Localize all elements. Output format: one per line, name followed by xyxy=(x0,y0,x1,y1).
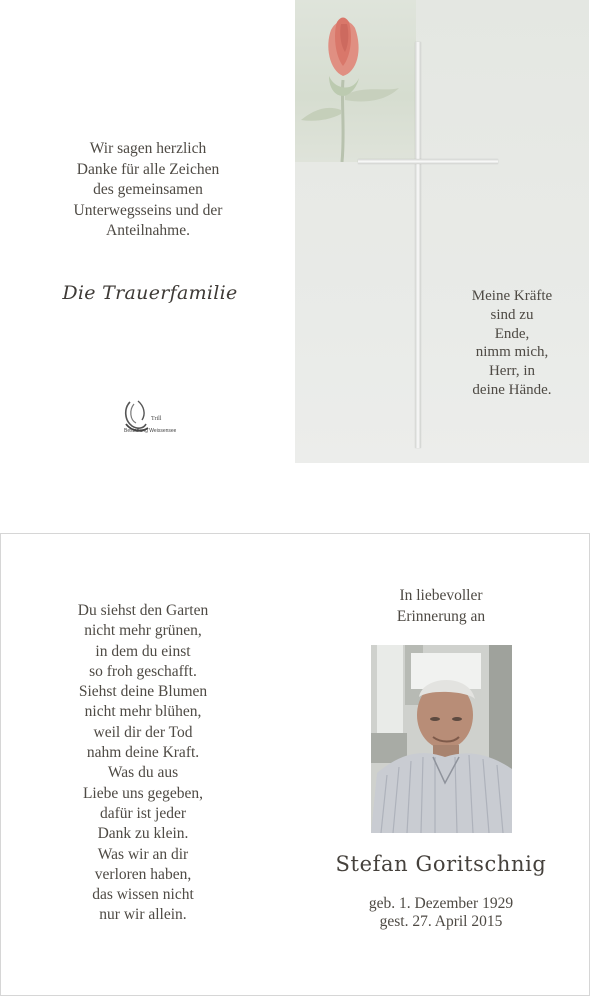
thank-you-card xyxy=(0,0,590,463)
deceased-portrait xyxy=(371,645,512,833)
poem-text: Du siehst den Garten nicht mehr grünen, in dem du einst so froh geschafft. Siehst deine Blumen nicht mehr blühen, weil dir der Tod nahm deine Kraft. Was du aus Liebe uns gegeben, dafür ist jeder Dank zu klein. Was wir an dir verloren haben, das wissen nicht nur wir allein. xyxy=(77,602,209,924)
birth-date: geb. 1. Dezember 1929 xyxy=(368,895,514,912)
signature: Die Trauerfamilie xyxy=(62,282,238,304)
cross-vertical-beam xyxy=(415,42,421,448)
death-date: gest. 27. April 2015 xyxy=(379,913,503,930)
svg-text:Bestattung Weissensee: Bestattung Weissensee xyxy=(124,428,176,434)
funeral-home-logo xyxy=(120,398,176,436)
deceased-name: Stefan Goritschnig xyxy=(335,852,547,876)
rose-cross-image xyxy=(295,0,589,463)
rose-photo xyxy=(295,0,416,162)
rose-icon xyxy=(295,0,416,162)
cross-horizontal-beam xyxy=(358,159,498,164)
verse-text: Meine Kräfte sind zu Ende, nimm mich, Herr, in deine Hände. xyxy=(471,288,553,398)
svg-text:Trill: Trill xyxy=(151,416,162,422)
memory-heading: In liebevoller Erinnerung an xyxy=(396,587,486,625)
thanks-text: Wir sagen herzlich Danke für alle Zeichen des gemeinsamen Unterwegsseins und der Anteilnahme. xyxy=(73,140,223,239)
memorial-card xyxy=(0,533,590,996)
